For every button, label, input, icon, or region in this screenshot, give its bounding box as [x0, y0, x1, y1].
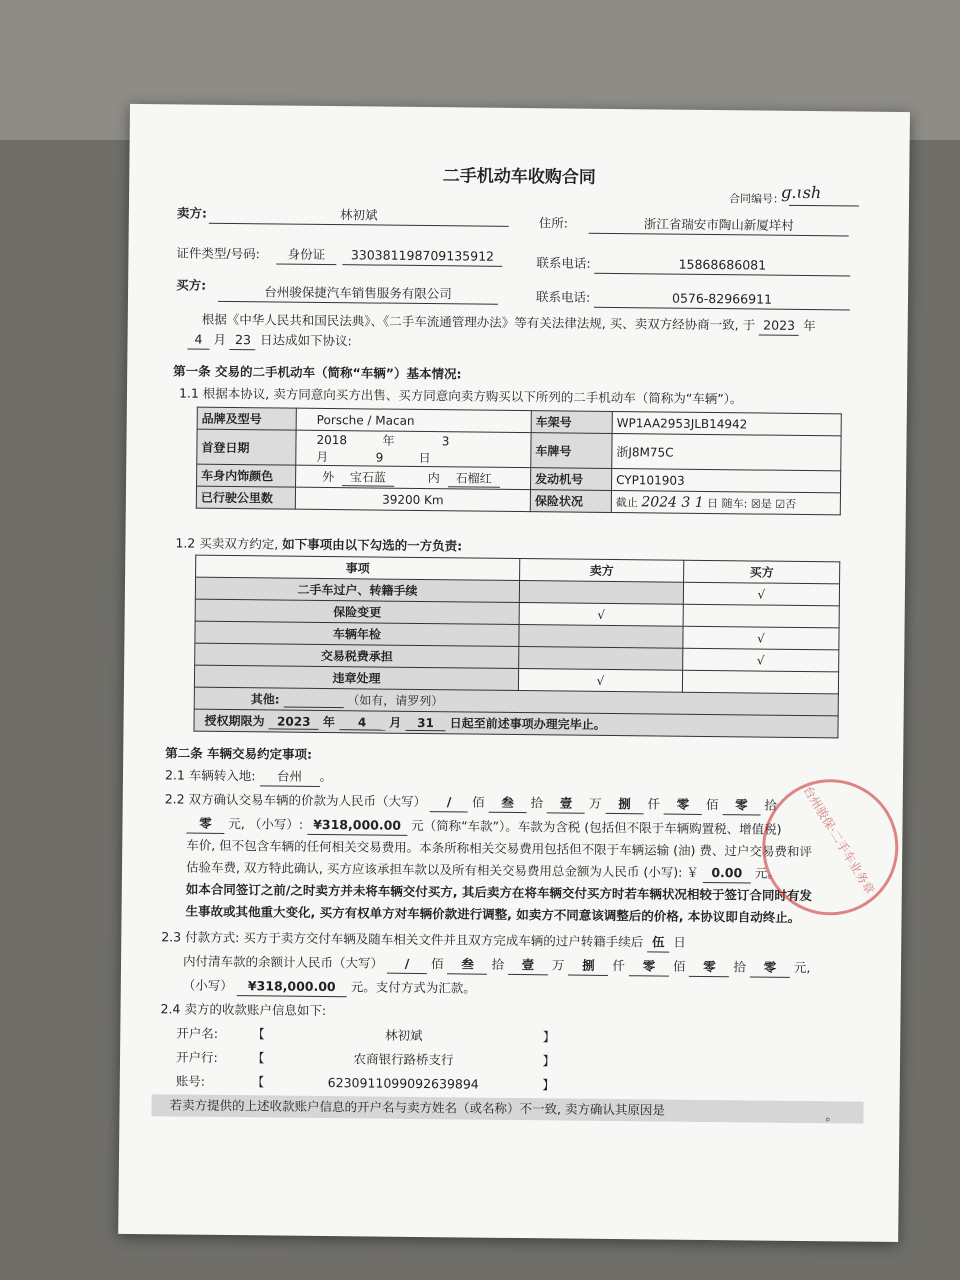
buyer-phone-label: 联系电话: [535, 289, 591, 305]
insurance-label: 保险状况 [530, 490, 611, 513]
reg-year-unit: 年 [382, 433, 395, 448]
article1-s11: 1.1 根据本协议, 卖方同意向买方出售、买方同意向卖方购买以下所列的二手机动车（简称为“车辆”）。 [178, 385, 743, 407]
buyer-phone: 0576-82966911 [594, 289, 850, 311]
reg-month: 3 [441, 434, 450, 449]
id-type: 身份证 [276, 245, 336, 265]
other-label: 其他: [250, 692, 280, 707]
s23-line-1 [161, 928, 686, 952]
s22-text-b: 元（简称“车款”）。车款为含税 (包括但不限于车辆购置税、增值税) [411, 817, 782, 837]
preamble-text-1: 根据《中华人民共和国民法典》、《二手车流通管理办法》等有关法律法规, 买、卖双方经协商一致, 于 [201, 311, 756, 333]
resp-header-item: 事项 [196, 555, 520, 580]
s23-line-2 [183, 953, 811, 979]
pay-digit: 零 [629, 957, 669, 976]
mileage-value: 39200 Km [295, 487, 530, 511]
pay-unit: 元, [793, 959, 811, 976]
month-unit: 月 [213, 331, 227, 347]
exterior-color: 宝石蓝 [342, 468, 394, 487]
pay-unit: 万 [551, 957, 565, 973]
pay-digit: 捌 [568, 957, 608, 976]
contract-no-signature: ɡ.ɩsh [781, 182, 822, 203]
resp-header-buyer: 买方 [684, 560, 840, 584]
pay-digit: 零 [689, 958, 729, 977]
resp-item: 二手车过户、转籍手续 [195, 577, 519, 602]
insurance-yes-checkbox: ☒是 [750, 496, 772, 511]
s23-text-b: 内付清车款的余额计人民币（大写） [182, 953, 384, 971]
fee-unit: 元。 [754, 865, 780, 881]
bracket-right: 】 [542, 1077, 555, 1093]
contract-page [118, 104, 910, 1242]
interior-color: 石榴红 [448, 469, 500, 488]
year-unit: 年 [803, 317, 816, 334]
s23-text-c: 元。支付方式为汇款。 [350, 979, 476, 996]
id-number: 330381198709135912 [342, 246, 502, 267]
buyer-name: 台州骏保捷汽车销售服务有限公司 [218, 283, 498, 305]
plate-label: 车牌号 [531, 433, 612, 469]
s23-text-a: 2.3 付款方式: 买方于卖方交付车辆及随车相关文件并且双方完成车辆的过户转籍手续后 [161, 929, 644, 950]
reg-date-value [296, 430, 531, 467]
insurance-value [611, 490, 840, 514]
price-digit: 壹 [547, 794, 585, 813]
s22-text-d: 估验车费, 双方特此确认, 买方应该承担车款以及所有相关交易费用总金额为人民币 (小写): ￥ [185, 859, 699, 880]
bracket-left: 【 [251, 1050, 265, 1066]
deadline-year-unit: 年 [322, 714, 336, 730]
insurance-until: 截止 [615, 495, 638, 509]
s21-label: 2.1 车辆转入地: [164, 767, 256, 784]
price-digit-last: 零 [186, 815, 224, 834]
reg-month-unit: 月 [316, 449, 329, 465]
price-unit: 拾 [764, 797, 778, 813]
price-unit: 佰 [705, 796, 719, 813]
pay-unit: 佰 [672, 958, 686, 974]
agreement-year: 2023 [759, 317, 799, 336]
resp-header-seller: 卖方 [520, 559, 684, 583]
insurance-no-checkbox: ☑否 [775, 497, 797, 511]
resp-buyer-check [683, 604, 839, 628]
vehicle-table [196, 407, 842, 516]
article2-heading: 第二条 车辆交易约定事项: [165, 745, 313, 762]
reg-year: 2018 [316, 432, 348, 448]
s23-line-3 [183, 977, 476, 999]
reg-day-unit: 日 [418, 450, 431, 466]
color-label: 车身内饰颜色 [197, 464, 296, 487]
engine-label: 发动机号 [531, 468, 612, 491]
resp-item: 违章处理 [194, 665, 518, 690]
responsibility-table [193, 555, 840, 739]
seal-text: 台州骏保·二手车业务章 [800, 783, 878, 897]
price-digit: 零 [722, 796, 760, 815]
acct-no-value: 6230911099092639894 [327, 1075, 479, 1092]
resp-seller-check [519, 625, 683, 649]
final-clause-end: 。 [825, 1108, 839, 1124]
contract-no-line [789, 205, 859, 207]
s24-heading: 2.4 卖方的收款账户信息如下: [160, 1001, 327, 1019]
pay-unit: 佰 [430, 956, 444, 972]
agreement-month: 4 [187, 331, 209, 350]
s22-line-2 [186, 815, 781, 840]
destination-value: 台州 [259, 767, 319, 787]
bank-value: 农商银行路桥支行 [353, 1051, 454, 1068]
final-clause: 若卖方提供的上述收款账户信息的开户名与卖方姓名（或名称）不一致, 卖方确认其原因是 [169, 1097, 666, 1118]
interior-label: 内 [427, 470, 440, 485]
seller-address: 浙江省瑞安市陶山新厦垟村 [589, 215, 849, 237]
engine-value: CYP101903 [611, 468, 840, 492]
s22-line-3: 车价, 但不包含车辆的任何相关交易费用。本条所称相关交易费用包括但不限于车辆运输 (油) 费、过户交易费和评 [186, 837, 812, 860]
bold-clause-2: 生事故或其他重大变化, 买方有权单方对车辆价款进行调整, 如卖方不同意该调整后的价格, 本协议即自动终止。 [185, 903, 801, 925]
reg-day: 9 [375, 450, 384, 465]
acct-name-label: 开户名: [176, 1025, 219, 1041]
price-numeric: ¥318,000.00 [307, 816, 407, 836]
price-digit: 叁 [488, 794, 526, 813]
color-value [296, 465, 531, 489]
bracket-right: 】 [542, 1053, 556, 1069]
price-unit: 万 [588, 795, 602, 811]
bank-row [176, 1048, 555, 1070]
s22-text-a: 2.2 双方确认交易车辆的价款为人民币（大写） [164, 791, 427, 810]
id-label: 证件类型/号码: [176, 245, 260, 262]
deadline-year: 2023 [269, 714, 319, 730]
insurance-with-car: 随车: [721, 496, 748, 510]
s23-small-label: （小写） [182, 977, 233, 994]
price-digit: 零 [664, 796, 702, 815]
s12-text: 1.2 买卖双方约定, [175, 535, 283, 552]
pay-digit: 壹 [508, 956, 548, 975]
yuan-unit: 元, [228, 815, 246, 832]
exterior-label: 外 [322, 469, 335, 484]
bracket-left: 【 [251, 1074, 265, 1090]
pay-unit: 仟 [612, 958, 626, 974]
seller-phone-label: 联系电话: [536, 255, 591, 271]
price-unit: 仟 [647, 796, 661, 812]
vin-value: WP1AA2953JLB14942 [612, 411, 841, 435]
agreement-day: 23 [230, 331, 256, 350]
payment-day-unit: 日 [673, 934, 686, 950]
other-note: （如有，请罗列） [347, 693, 444, 709]
company-seal [762, 779, 899, 916]
bold-clause-1: 如本合同签订之前/之时卖方并未将车辆交付买方, 其后卖方在将车辆交付买方时若车辆状况相较于签订合同时有发 [185, 881, 813, 904]
vin-label: 车架号 [531, 411, 612, 434]
buyer-label: 买方: [176, 277, 207, 293]
payment-numeric: ¥318,000.00 [237, 977, 347, 997]
contract-title: 二手机动车收购合同 [442, 166, 596, 188]
resp-seller-check [519, 647, 683, 671]
pay-unit: 拾 [491, 956, 505, 972]
preamble-date [187, 331, 351, 352]
brand-label: 品牌及型号 [197, 407, 296, 430]
acct-name-value: 林初斌 [384, 1027, 423, 1044]
acct-name-row [176, 1024, 555, 1046]
resp-seller-check: √ [518, 669, 682, 693]
price-digit: 捌 [605, 795, 643, 814]
small-label: （小写）: [248, 816, 304, 832]
deadline-month: 4 [339, 715, 385, 730]
brand-value: Porsche / Macan [296, 408, 531, 432]
payment-days: 伍 [647, 933, 669, 952]
acct-no-label: 账号: [175, 1073, 206, 1089]
s12-bold: 如下事项由以下勾选的一方负责: [282, 536, 463, 554]
pay-unit: 拾 [733, 959, 747, 975]
deadline-month-unit: 月 [389, 715, 402, 730]
seller-phone: 15868686081 [594, 255, 850, 277]
resp-buyer-check: √ [683, 626, 839, 650]
s22-line-4 [186, 859, 780, 884]
seller-label: 卖方: [176, 205, 207, 221]
resp-buyer-check [682, 670, 838, 694]
deadline-day: 31 [405, 716, 445, 731]
bank-label: 开户行: [175, 1049, 218, 1065]
fee-value: 0.00 [703, 864, 751, 884]
resp-item: 交易税费承担 [195, 643, 519, 668]
insurance-date: 2024 3 1 [641, 493, 704, 511]
insurance-day-unit: 日 [707, 496, 719, 510]
pay-digit: 零 [750, 958, 790, 977]
article1-heading: 第一条 交易的二手机动车（简称“车辆”）基本情况: [173, 363, 462, 382]
preamble-text-2: 日达成如下协议: [259, 332, 352, 349]
price-unit: 佰 [471, 794, 485, 810]
deadline-label: 授权期限为 [204, 713, 265, 729]
acct-no-row [176, 1072, 555, 1094]
plate-value: 浙J8M75C [612, 433, 841, 470]
resp-buyer-check: √ [683, 582, 839, 606]
resp-item: 车辆年检 [195, 621, 519, 646]
pay-digit: / [387, 955, 427, 974]
pay-digit: 叁 [447, 955, 487, 974]
s22-line-1 [165, 790, 777, 815]
resp-seller-check: √ [519, 603, 683, 627]
deadline-tail: 日起至前述事项办理完毕止。 [449, 716, 606, 732]
bracket-left: 【 [252, 1026, 265, 1042]
price-unit: 拾 [530, 795, 544, 811]
seller-name: 林初斌 [209, 205, 509, 227]
mileage-label: 已行驶公里数 [196, 486, 295, 509]
bracket-right: 】 [542, 1029, 556, 1045]
seller-addr-label: 住所: [538, 215, 569, 231]
resp-item: 保险变更 [195, 599, 519, 624]
s21-line: 2.1 车辆转入地: 台州 。 [165, 766, 332, 787]
article1-s12 [175, 534, 462, 555]
reg-date-label: 首登日期 [197, 429, 296, 465]
resp-buyer-check: √ [683, 648, 839, 672]
price-digit: / [430, 793, 468, 812]
contract-no-label: 合同编号： [728, 192, 785, 206]
resp-seller-check [519, 581, 683, 605]
